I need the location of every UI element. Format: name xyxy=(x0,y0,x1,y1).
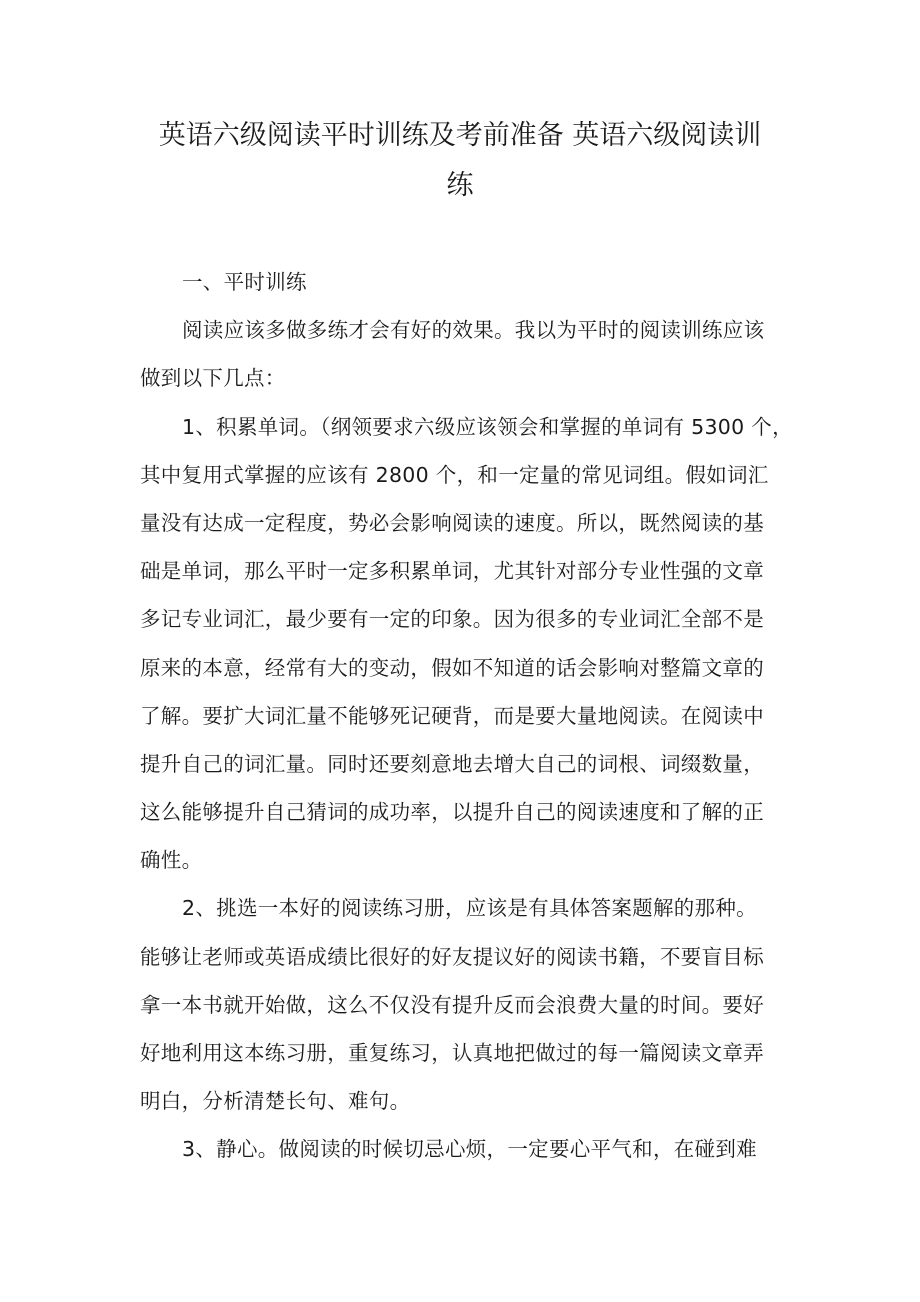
section-heading xyxy=(140,258,785,306)
text-line: 提升自己的词汇量。同时还要刻意地去增大自己的词根、词缀数量， xyxy=(140,751,764,776)
text-line: 一、平时训练 xyxy=(182,270,307,294)
document-body xyxy=(140,258,793,1174)
paragraph-point-1 xyxy=(140,403,793,885)
text-line: 2、挑选一本好的阅读练习册，应该是有具体答案题解的那种。 xyxy=(182,896,757,921)
text-line: 量没有达成一定程度，势必会影响阅读的速度。所以，既然阅读的基 xyxy=(140,510,764,535)
text-line: 其中复用式掌握的应该有 2800 个，和一定量的常见词组。假如词汇 xyxy=(140,462,769,487)
paragraph-point-2 xyxy=(140,884,785,1125)
text-line: 3、静心。做阅读的时候切忌心烦，一定要心平气和，在碰到难 xyxy=(182,1137,757,1162)
paragraph-point-3 xyxy=(140,1125,785,1173)
paragraph-intro xyxy=(140,306,785,402)
text-line: 做到以下几点： xyxy=(140,366,286,391)
text-line: 确性。 xyxy=(140,848,203,873)
text-line: 了解。要扩大词汇量不能够死记硬背，而是要大量地阅读。在阅读中 xyxy=(140,703,764,728)
title-line: 英语六级阅读平时训练及考前准备 英语六级阅读训 xyxy=(158,120,762,151)
text-line: 阅读应该多做多练才会有好的效果。我以为平时的阅读训练应该 xyxy=(182,318,765,343)
text-line: 1、积累单词。（纲领要求六级应该领会和掌握的单词有 5300 个， xyxy=(182,414,793,439)
text-line: 这么能够提升自己猜词的成功率，以提升自己的阅读速度和了解的正 xyxy=(140,800,764,825)
document-title xyxy=(130,111,790,211)
text-line: 础是单词，那么平时一定多积累单词，尤其针对部分专业性强的文章 xyxy=(140,559,764,584)
text-line: 明白，分析清楚长句、难句。 xyxy=(140,1089,411,1114)
title-line: 练 xyxy=(446,170,474,201)
text-line: 多记专业词汇，最少要有一定的印象。因为很多的专业词汇全部不是 xyxy=(140,607,764,632)
text-line: 好地利用这本练习册，重复练习，认真地把做过的每一篇阅读文章弄 xyxy=(140,1041,764,1065)
text-line: 拿一本书就开始做，这么不仅没有提升反而会浪费大量的时间。要好 xyxy=(140,992,764,1017)
text-line: 能够让老师或英语成绩比很好的好友提议好的阅读书籍，不要盲目标 xyxy=(140,944,764,969)
text-line: 原来的本意，经常有大的变动，假如不知道的话会影响对整篇文章的 xyxy=(140,655,764,680)
